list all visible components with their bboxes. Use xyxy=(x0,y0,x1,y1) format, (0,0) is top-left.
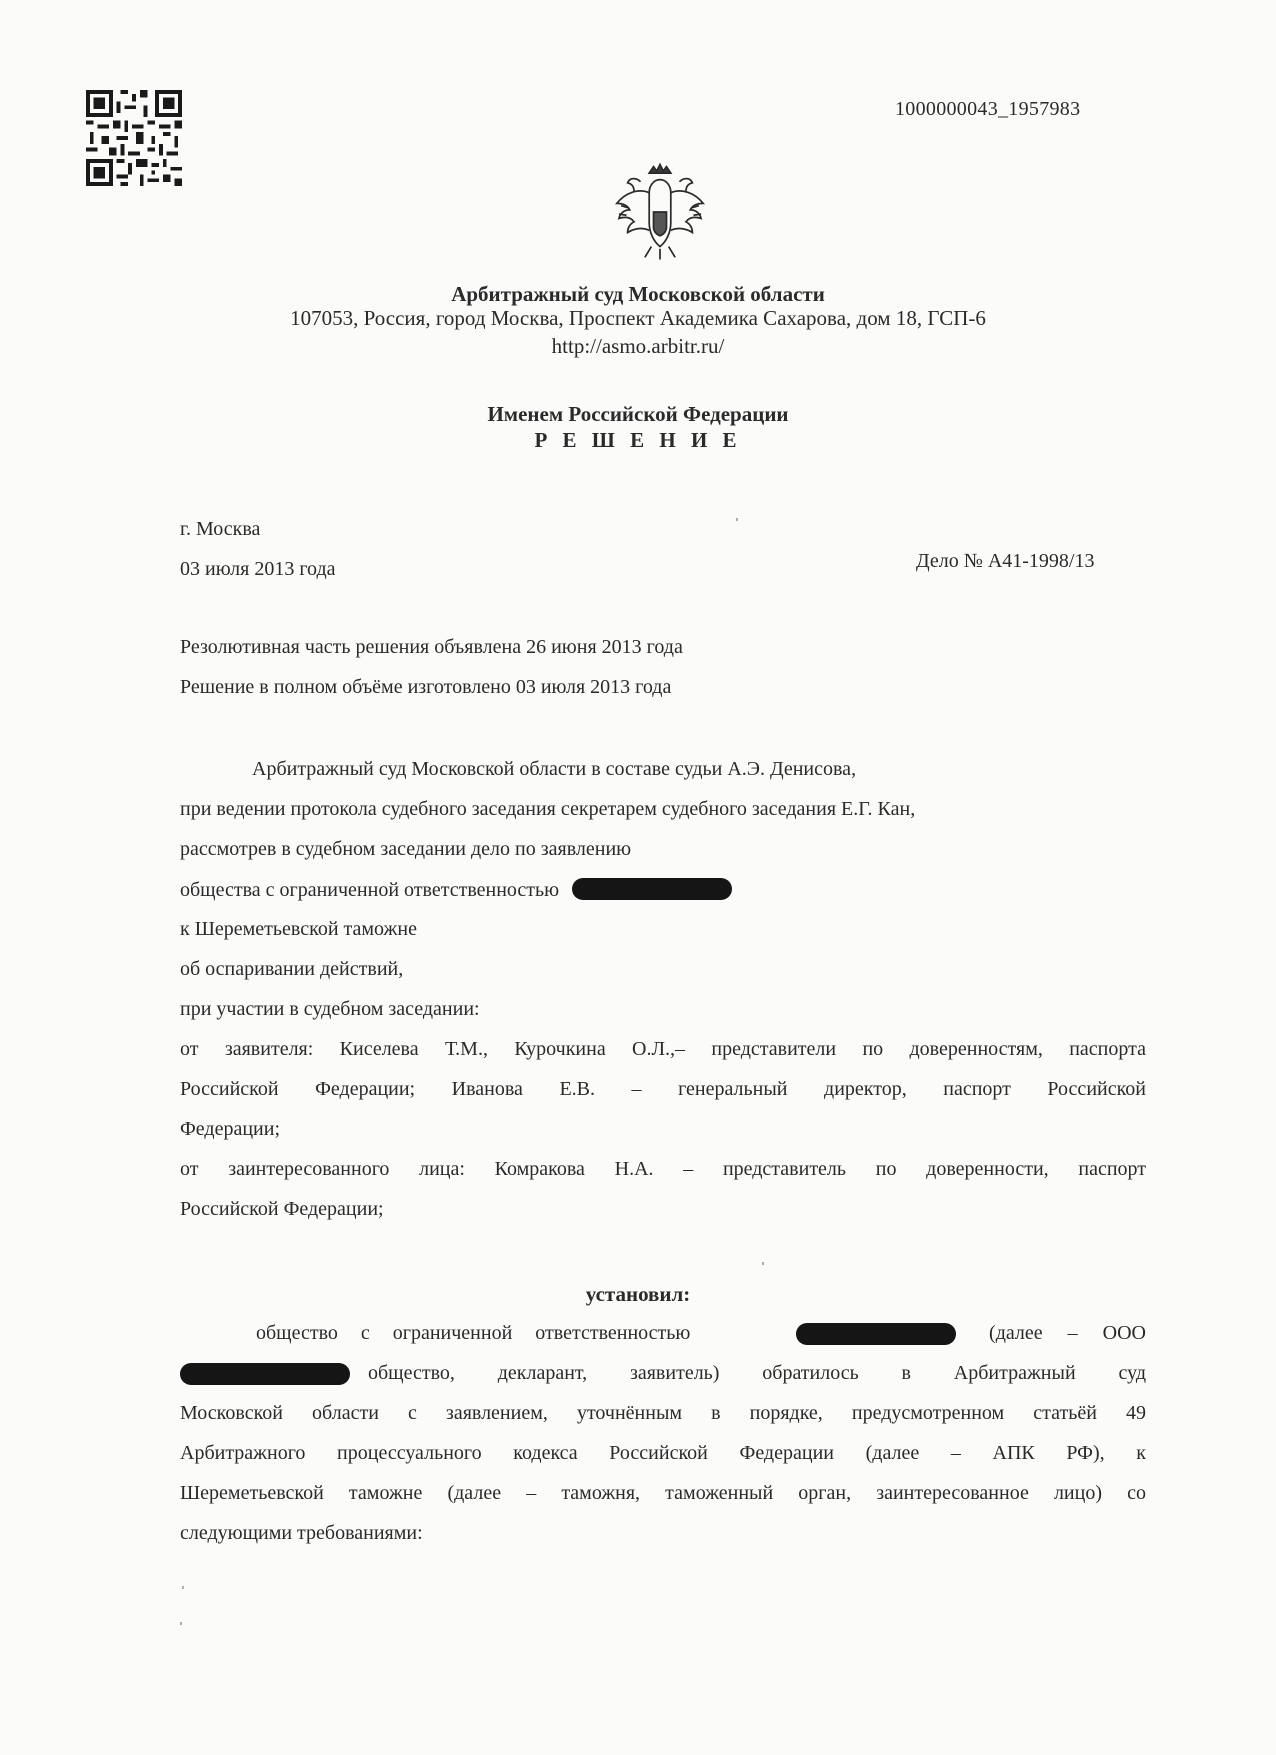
in-name-of-heading: Именем Российской Федерации xyxy=(487,402,789,426)
case-number: Дело № А41-1998/13 xyxy=(916,550,1095,572)
qr-code-icon xyxy=(86,90,182,186)
scan-speck xyxy=(180,1622,182,1625)
established-line: следующими требованиями: xyxy=(180,1522,423,1544)
established-line xyxy=(256,1322,1146,1345)
body-line xyxy=(180,878,732,902)
body-line: Российской Федерации; xyxy=(180,1198,384,1220)
city: г. Москва xyxy=(180,518,261,540)
scan-speck xyxy=(762,1262,764,1265)
resolution-announced: Резолютивная часть решения объявлена 26 июня 2013 года xyxy=(180,636,683,658)
established-word-group: общество с ограниченной ответственностью xyxy=(256,1322,691,1344)
body-line: при ведении протокола судебного заседания секретарем судебного заседания Е.Г. Кан, xyxy=(180,798,916,820)
court-url[interactable]: http://asmo.arbitr.ru/ xyxy=(551,334,725,358)
decision-title: Р Е Ш Е Н И Е xyxy=(534,428,742,452)
decision-made: Решение в полном объёме изготовлено 03 июля 2013 года xyxy=(180,676,672,698)
court-name: Арбитражный суд Московской области xyxy=(451,282,825,306)
established-text: общество, декларант, заявитель) обратилось в Арбитражный суд xyxy=(368,1362,1146,1384)
court-address: 107053, Россия, город Москва, Проспект Академика Сахарова, дом 18, ГСП-6 xyxy=(290,306,986,330)
established-heading: установил: xyxy=(585,1282,691,1306)
document-id: 1000000043_1957983 xyxy=(895,98,1081,120)
body-line: от заявителя: Киселева Т.М., Курочкина О.Л.,– представители по доверенностям, паспорта xyxy=(180,1038,1146,1060)
body-line: Федерации; xyxy=(180,1118,281,1140)
body-line: об оспаривании действий, xyxy=(180,958,404,980)
established-text xyxy=(256,1322,762,1345)
russian-coat-of-arms-icon xyxy=(606,158,714,266)
body-line: Арбитражный суд Московской области в составе судьи А.Э. Денисова, xyxy=(252,758,857,780)
established-line xyxy=(180,1362,1146,1385)
body-line: рассмотрев в судебном заседании дело по заявлению xyxy=(180,838,632,860)
redaction-mark xyxy=(572,878,732,900)
body-line: от заинтересованного лица: Комракова Н.А. – представитель по доверенности, паспорт xyxy=(180,1158,1146,1180)
body-line-text: общества с ограниченной ответственностью xyxy=(180,879,560,901)
established-line: Арбитражного процессуального кодекса Российской Федерации (далее – АПК РФ), к xyxy=(180,1442,1146,1464)
established-text: (далее – ООО xyxy=(989,1322,1146,1344)
body-line: Российской Федерации; Иванова Е.В. – генеральный директор, паспорт Российской xyxy=(180,1078,1146,1100)
body-line: к Шереметьевской таможне xyxy=(180,918,417,940)
scan-speck xyxy=(182,1586,184,1589)
body-line: при участии в судебном заседании: xyxy=(180,998,480,1020)
redaction-mark xyxy=(180,1363,350,1385)
scan-speck xyxy=(736,518,738,521)
established-line: Московской области с заявлением, уточнённым в порядке, предусмотренном статьёй 49 xyxy=(180,1402,1146,1424)
decision-date: 03 июля 2013 года xyxy=(180,558,336,580)
established-line: Шереметьевской таможне (далее – таможня, таможенный орган, заинтересованное лицо) со xyxy=(180,1482,1146,1504)
redaction-mark xyxy=(796,1323,956,1345)
